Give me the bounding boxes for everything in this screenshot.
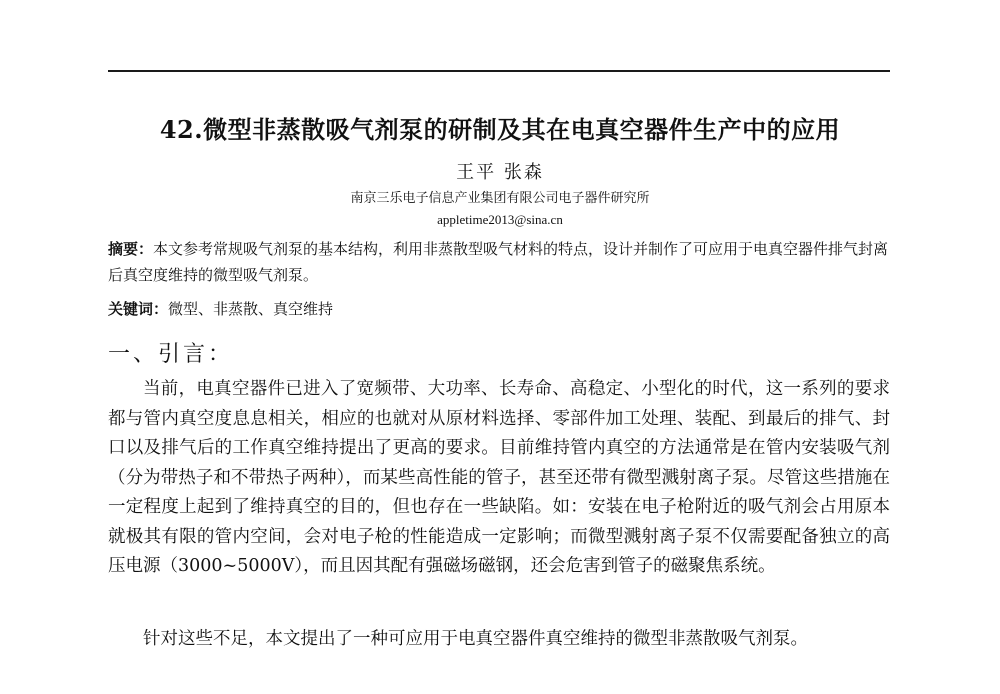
author-affiliation: 南京三乐电子信息产业集团有限公司电子器件研究所 — [350, 191, 650, 206]
abstract-text: 本文参考常规吸气剂泵的基本结构，利用非蒸散型吸气材料的特点，设计并制作了可应用于电真空器件排气封离后真空度维持的微型吸气剂泵。 — [108, 240, 889, 284]
paper-title: 42.微型非蒸散吸气剂泵的研制及其在电真空器件生产中的应用 — [159, 115, 841, 144]
keywords-label: 关键词： — [108, 300, 169, 318]
keywords — [108, 296, 890, 322]
author-email: appletime2013@sina.cn — [437, 212, 563, 227]
paper-authors: 王平 张森 — [456, 162, 544, 183]
abstract — [108, 236, 890, 288]
section-heading-introduction: 一、引言： — [108, 342, 234, 367]
keywords-text: 微型、非蒸散、真空维持 — [168, 300, 334, 318]
body-paragraph-1: 当前，电真空器件已进入了宽频带、大功率、长寿命、高稳定、小型化的时代，这一系列的要求都与管内真空度息息相关，相应的也就对从原材料选择、零部件加工处理、装配、到最后的排气、封口以及排气后的工作真空维持提出了更高的要求。目前维持管内真空的方法通常是在管内安装吸气剂（分为带热子和不带热子两种），而某些高性能的管子，甚至还带有微型溅射离子泵。尽管这些措施在一定程度上起到了维持真空的目的，但也存在一些缺陷。如：安装在电子枪附近的吸气剂会占用原本就极其有限的管内空间，会对电子枪的性能造成一定影响；而微型溅射离子泵不仅需要配备独立的高压电源（3000~5000V），而且因其配有强磁场磁钢，还会危害到管子的磁聚焦系统。 — [108, 379, 890, 576]
header-rule — [108, 70, 890, 72]
abstract-label: 摘要： — [108, 240, 154, 258]
body-paragraph-2: 针对这些不足，本文提出了一种可应用于电真空器件真空维持的微型非蒸散吸气剂泵。 — [143, 629, 808, 649]
